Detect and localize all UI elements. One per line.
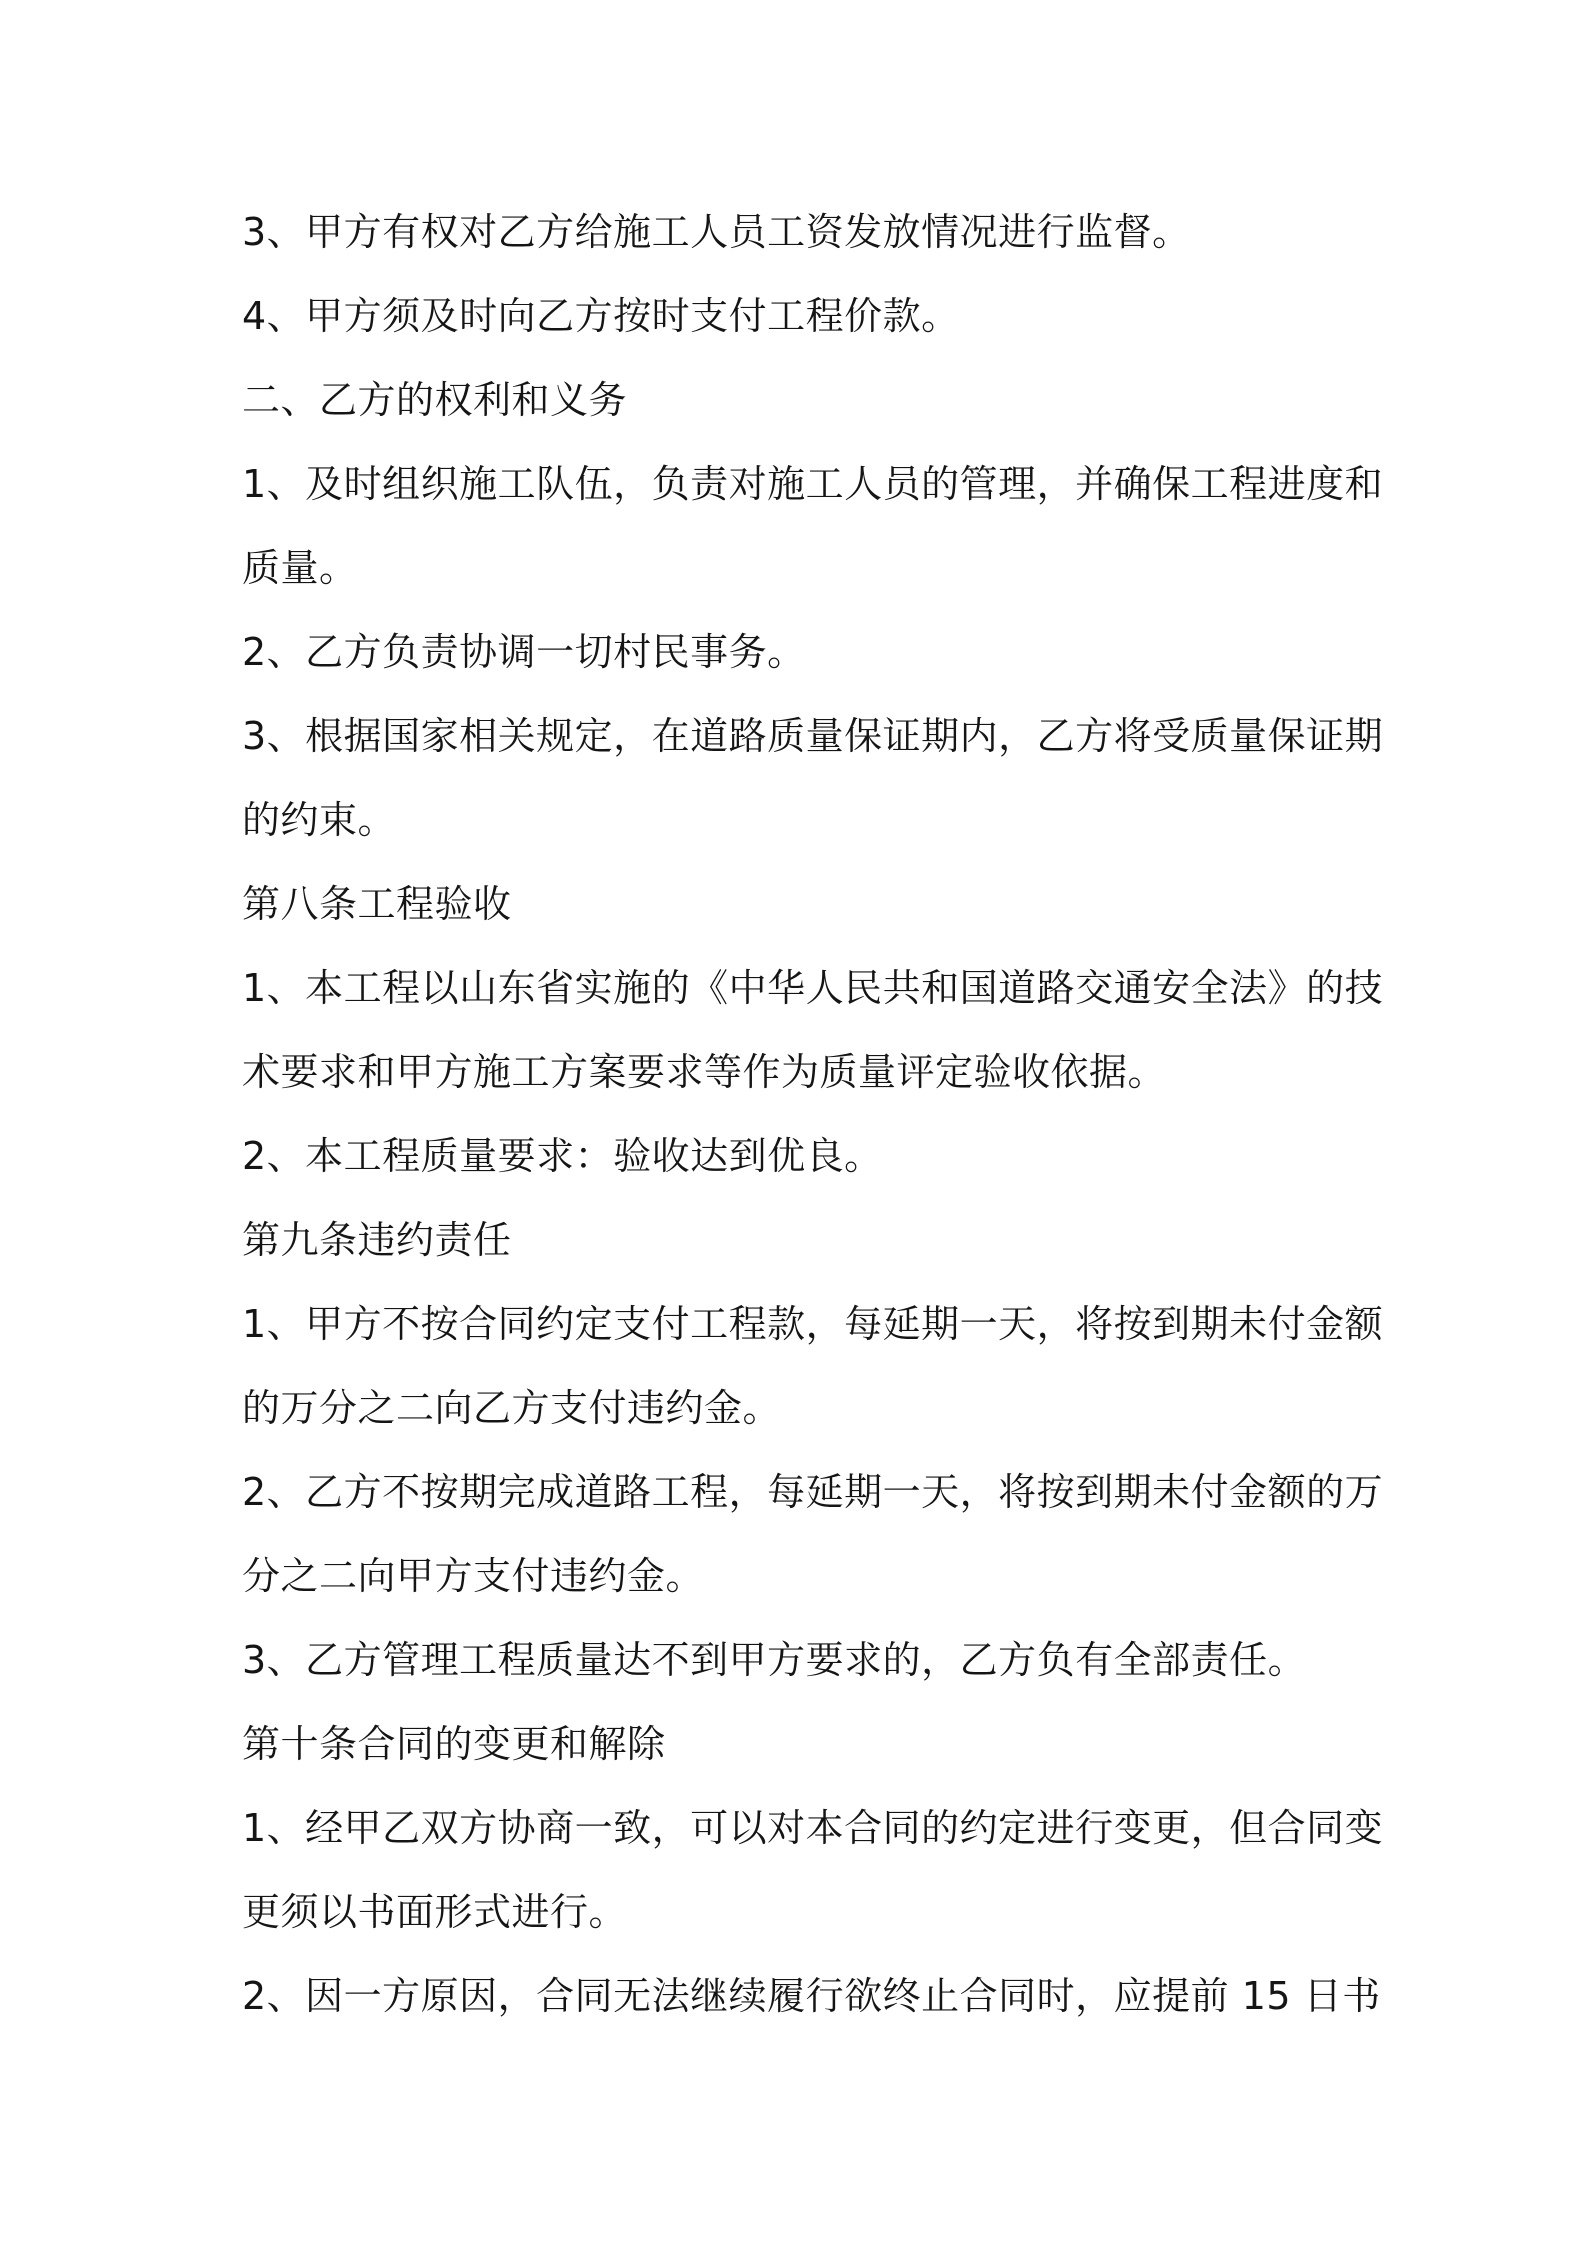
text-line: 3、根据国家相关规定，在道路质量保证期内，乙方将受质量保证期 <box>242 714 1384 758</box>
text-line: 3、甲方有权对乙方给施工人员工资发放情况进行监督。 <box>242 210 1191 254</box>
text-line: 更须以书面形式进行。 <box>242 1890 628 1934</box>
text-line: 2、乙方负责协调一切村民事务。 <box>242 630 806 674</box>
document-page <box>242 190 1384 2038</box>
article-heading: 第十条合同的变更和解除 <box>242 1722 666 1766</box>
text-line: 1、本工程以山东省实施的《中华人民共和国道路交通安全法》的技 <box>242 966 1384 1010</box>
article-heading: 第九条违约责任 <box>242 1218 512 1262</box>
text-line: 的约束。 <box>242 798 397 842</box>
text-line: 2、本工程质量要求：验收达到优良。 <box>242 1134 883 1178</box>
text-line: 1、及时组织施工队伍，负责对施工人员的管理，并确保工程进度和 <box>242 462 1384 506</box>
text-line: 分之二向甲方支付违约金。 <box>242 1554 705 1598</box>
text-line: 2、乙方不按期完成道路工程，每延期一天，将按到期未付金额的万 <box>242 1470 1384 1514</box>
text-line: 1、甲方不按合同约定支付工程款，每延期一天，将按到期未付金额 <box>242 1302 1384 1346</box>
text-line: 1、经甲乙双方协商一致，可以对本合同的约定进行变更，但合同变 <box>242 1806 1384 1850</box>
text-line: 3、乙方管理工程质量达不到甲方要求的，乙方负有全部责任。 <box>242 1638 1307 1682</box>
article-heading: 第八条工程验收 <box>242 882 512 926</box>
text-line: 的万分之二向乙方支付违约金。 <box>242 1386 782 1430</box>
text-line: 质量。 <box>242 546 358 590</box>
text-line: 2、因一方原因，合同无法继续履行欲终止合同时，应提前 15 日书 <box>242 1974 1381 2018</box>
section-heading: 二、乙方的权利和义务 <box>242 378 628 422</box>
text-line: 术要求和甲方施工方案要求等作为质量评定验收依据。 <box>242 1050 1167 1094</box>
text-line: 4、甲方须及时向乙方按时支付工程价款。 <box>242 294 960 338</box>
